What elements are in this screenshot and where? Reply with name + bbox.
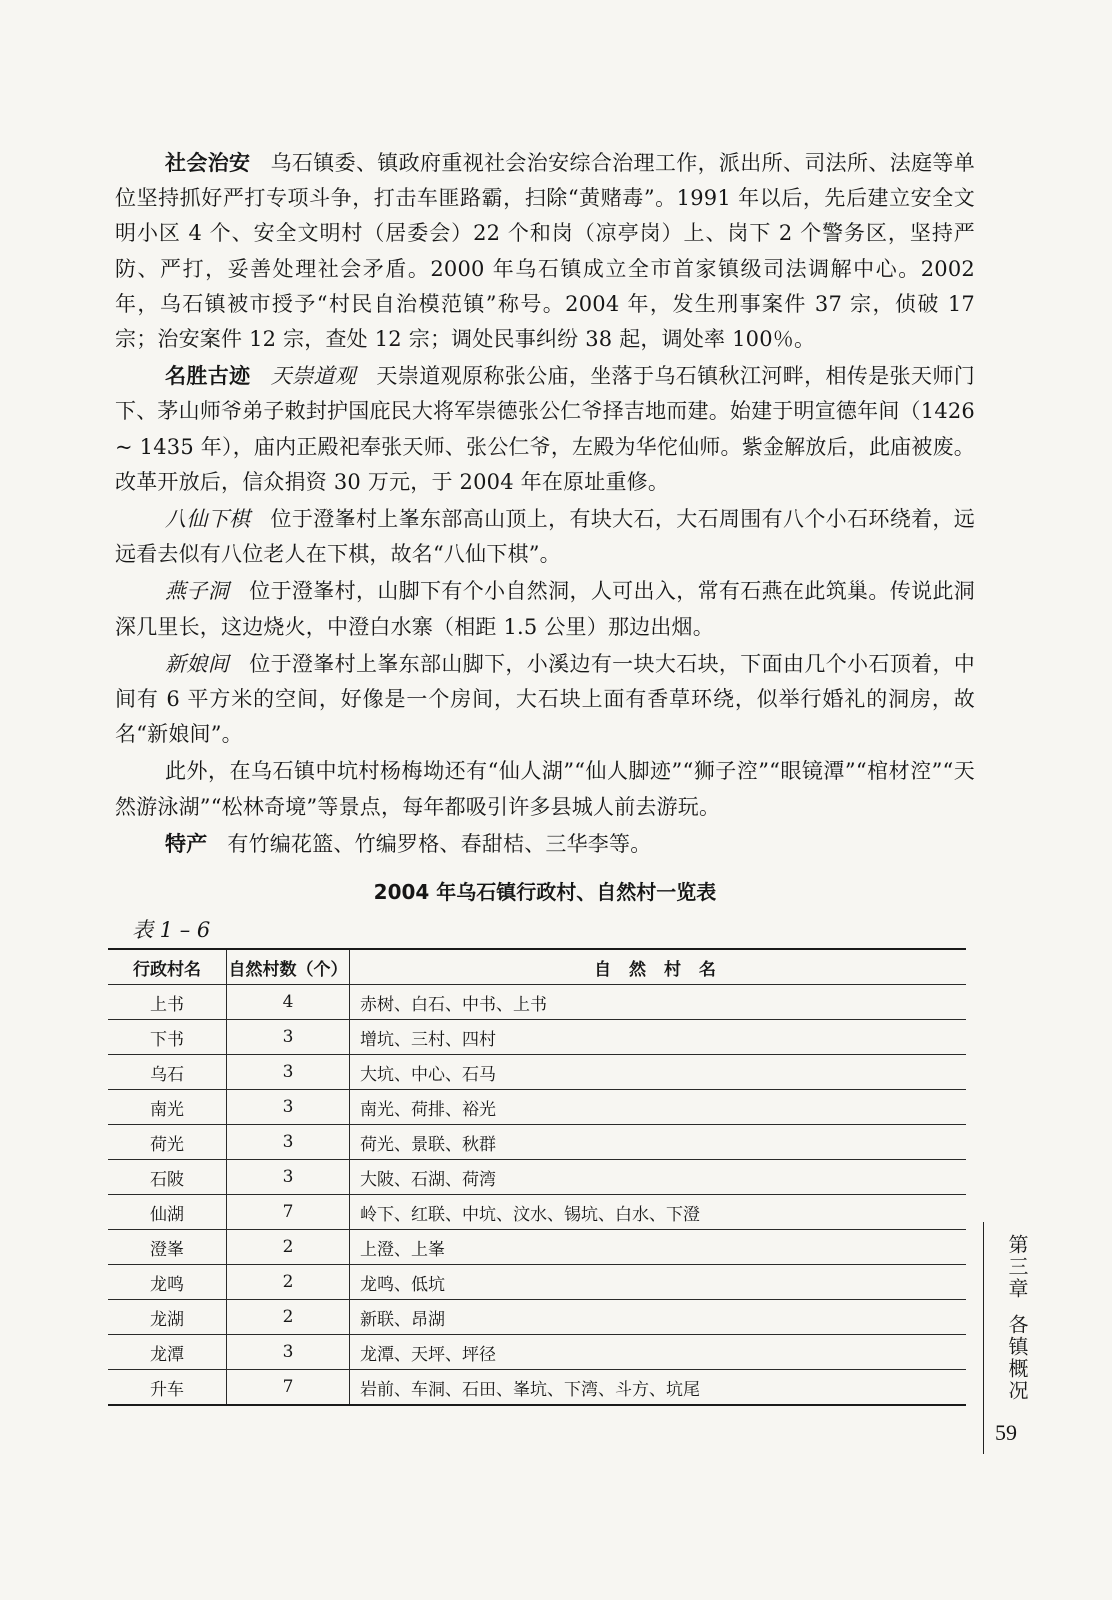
cell-village-names: 岩前、车洞、石田、峯坑、下湾、斗方、坑尾 [350,1370,967,1406]
cell-admin-village: 荷光 [108,1125,227,1160]
cell-village-names: 南光、荷排、裕光 [350,1090,967,1125]
cell-admin-village: 龙鸣 [108,1265,227,1300]
cell-village-names: 赤树、白石、中书、上书 [350,985,967,1020]
cell-village-count: 3 [227,1125,350,1160]
subheading-baxian-xiaqi: 八仙下棋 [165,507,251,532]
cell-village-count: 7 [227,1370,350,1406]
cell-admin-village: 升车 [108,1370,227,1406]
cell-village-count: 3 [227,1335,350,1370]
sidebar-divider [983,1222,984,1454]
text-specialties: 有竹编花篮、竹编罗格、春甜桔、三华李等。 [227,831,652,856]
cell-village-names: 岭下、红联、中坑、汶水、锡坑、白水、下澄 [350,1195,967,1230]
table-row [108,1265,966,1300]
table-row [108,1230,966,1265]
table-row [108,1195,966,1230]
cell-village-count: 2 [227,1230,350,1265]
cell-village-names: 上澄、上峯 [350,1230,967,1265]
paragraph-public-security [115,146,975,357]
text-swallow-cave: 位于澄峯村，山脚下有个小自然洞，人可出入，常有石燕在此筑巢。传说此洞深几里长，这边烧火，中澄白水寨（相距 1.5 公里）那边出烟。 [115,579,975,639]
paragraph-other-spots [115,754,975,824]
table-row [108,1160,966,1195]
table-title: 2004 年乌石镇行政村、自然村一览表 [373,880,717,904]
cell-village-names: 大坑、中心、石马 [350,1055,967,1090]
cell-village-names: 新联、昂湖 [350,1300,967,1335]
paragraph-swallow-cave [115,574,975,644]
table-row [108,1335,966,1370]
text-bride-room: 位于澄峯村上峯东部山脚下，小溪边有一块大石块，下面由几个小石顶着，中间有 6 平方米的空间，好像是一个房间，大石块上面有香草环绕，似举行婚礼的洞房，故名“新娘间”。 [115,651,975,747]
cell-village-count: 3 [227,1055,350,1090]
column-header-admin-village: 行政村名 [108,949,227,985]
table-number: 表 1 – 6 [132,918,211,942]
cell-village-count: 4 [227,985,350,1020]
table-header-row [108,949,966,985]
heading-scenic-spots: 名胜古迹 [165,364,251,389]
table-row [108,1370,966,1406]
cell-admin-village: 上书 [108,985,227,1020]
cell-village-count: 7 [227,1195,350,1230]
cell-admin-village: 石陂 [108,1160,227,1195]
cell-admin-village: 龙湖 [108,1300,227,1335]
subheading-swallow-cave: 燕子洞 [165,579,230,604]
cell-village-count: 2 [227,1300,350,1335]
table-row [108,1090,966,1125]
heading-public-security: 社会治安 [165,151,251,175]
table-row [108,1125,966,1160]
cell-village-count: 3 [227,1160,350,1195]
heading-specialties: 特产 [165,831,208,856]
page-number: 59 [995,1420,1017,1445]
cell-admin-village: 龙潭 [108,1335,227,1370]
cell-village-names: 增坑、三村、四村 [350,1020,967,1055]
chapter-label: 第三章 [1005,1234,1029,1300]
paragraph-scenic-spots [115,359,975,500]
section-label: 各镇概况 [1005,1314,1029,1402]
cell-admin-village: 南光 [108,1090,227,1125]
column-header-village-count: 自然村数（个） [227,949,350,985]
table-body [108,985,966,1406]
text-tianchong-temple: 天崇道观原称张公庙，坐落于乌石镇秋江河畔，相传是张天师门下、茅山师爷弟子敕封护国庇民大将军崇德张公仁爷择吉地而建。始建于明宣德年间（1426 ~ 1435 年），庙内正殿祀奉张天师、张公仁爷，左殿为华佗仙师。紫金解放后，此庙被废。改革开放后，信众捐资 30 万元，于 2004 年在原址重修。 [115,364,975,494]
text-other-spots: 此外，在乌石镇中坑村杨梅坳还有“仙人湖”“仙人脚迹”“狮子涳”“眼镜潭”“棺材涳”“天然游泳湖”“松林奇境”等景点，每年都吸引许多县城人前去游玩。 [115,759,975,819]
village-table [108,948,966,1406]
cell-village-names: 荷光、景联、秋群 [350,1125,967,1160]
subheading-bride-room: 新娘间 [165,651,230,676]
table-row [108,1300,966,1335]
paragraph-baxian-xiaqi [115,502,975,572]
cell-admin-village: 澄峯 [108,1230,227,1265]
table-row [108,1020,966,1055]
text-baxian-xiaqi: 位于澄峯村上峯东部高山顶上，有块大石，大石周围有八个小石环绕着，远远看去似有八位老人在下棋，故名“八仙下棋”。 [115,507,975,567]
subheading-tianchong-temple: 天崇道观 [270,364,357,389]
text-public-security: 乌石镇委、镇政府重视社会治安综合治理工作，派出所、司法所、法庭等单位坚持抓好严打专项斗争，打击车匪路霸，扫除“黄赌毒”。1991 年以后，先后建立安全文明小区 4 个、安全文明村（居委会）22 个和岗（凉亭岗）上、岗下 2 个警务区，坚持严防、严打，妥善处理社会矛盾。2000 年乌石镇成立全市首家镇级司法调解中心。2002 年，乌石镇被市授予“村民自治模范镇”称号。2004 年，发生刑事案件 37 宗，侦破 17 宗；治安案件 12 宗，查处 12 宗；调处民事纠纷 38 起，调处率 100％。 [115,151,975,352]
chapter-tab [1005,1234,1029,1402]
column-header-village-names: 自 然 村 名 [350,949,967,985]
paragraph-specialties [115,827,975,862]
cell-village-names: 大陂、石湖、荷湾 [350,1160,967,1195]
cell-village-names: 龙鸣、低坑 [350,1265,967,1300]
cell-village-names: 龙潭、天坪、坪径 [350,1335,967,1370]
cell-village-count: 3 [227,1020,350,1055]
table-row [108,985,966,1020]
cell-admin-village: 仙湖 [108,1195,227,1230]
cell-admin-village: 乌石 [108,1055,227,1090]
body-text [115,146,975,864]
cell-village-count: 2 [227,1265,350,1300]
cell-admin-village: 下书 [108,1020,227,1055]
table-row [108,1055,966,1090]
paragraph-bride-room [115,647,975,753]
cell-village-count: 3 [227,1090,350,1125]
